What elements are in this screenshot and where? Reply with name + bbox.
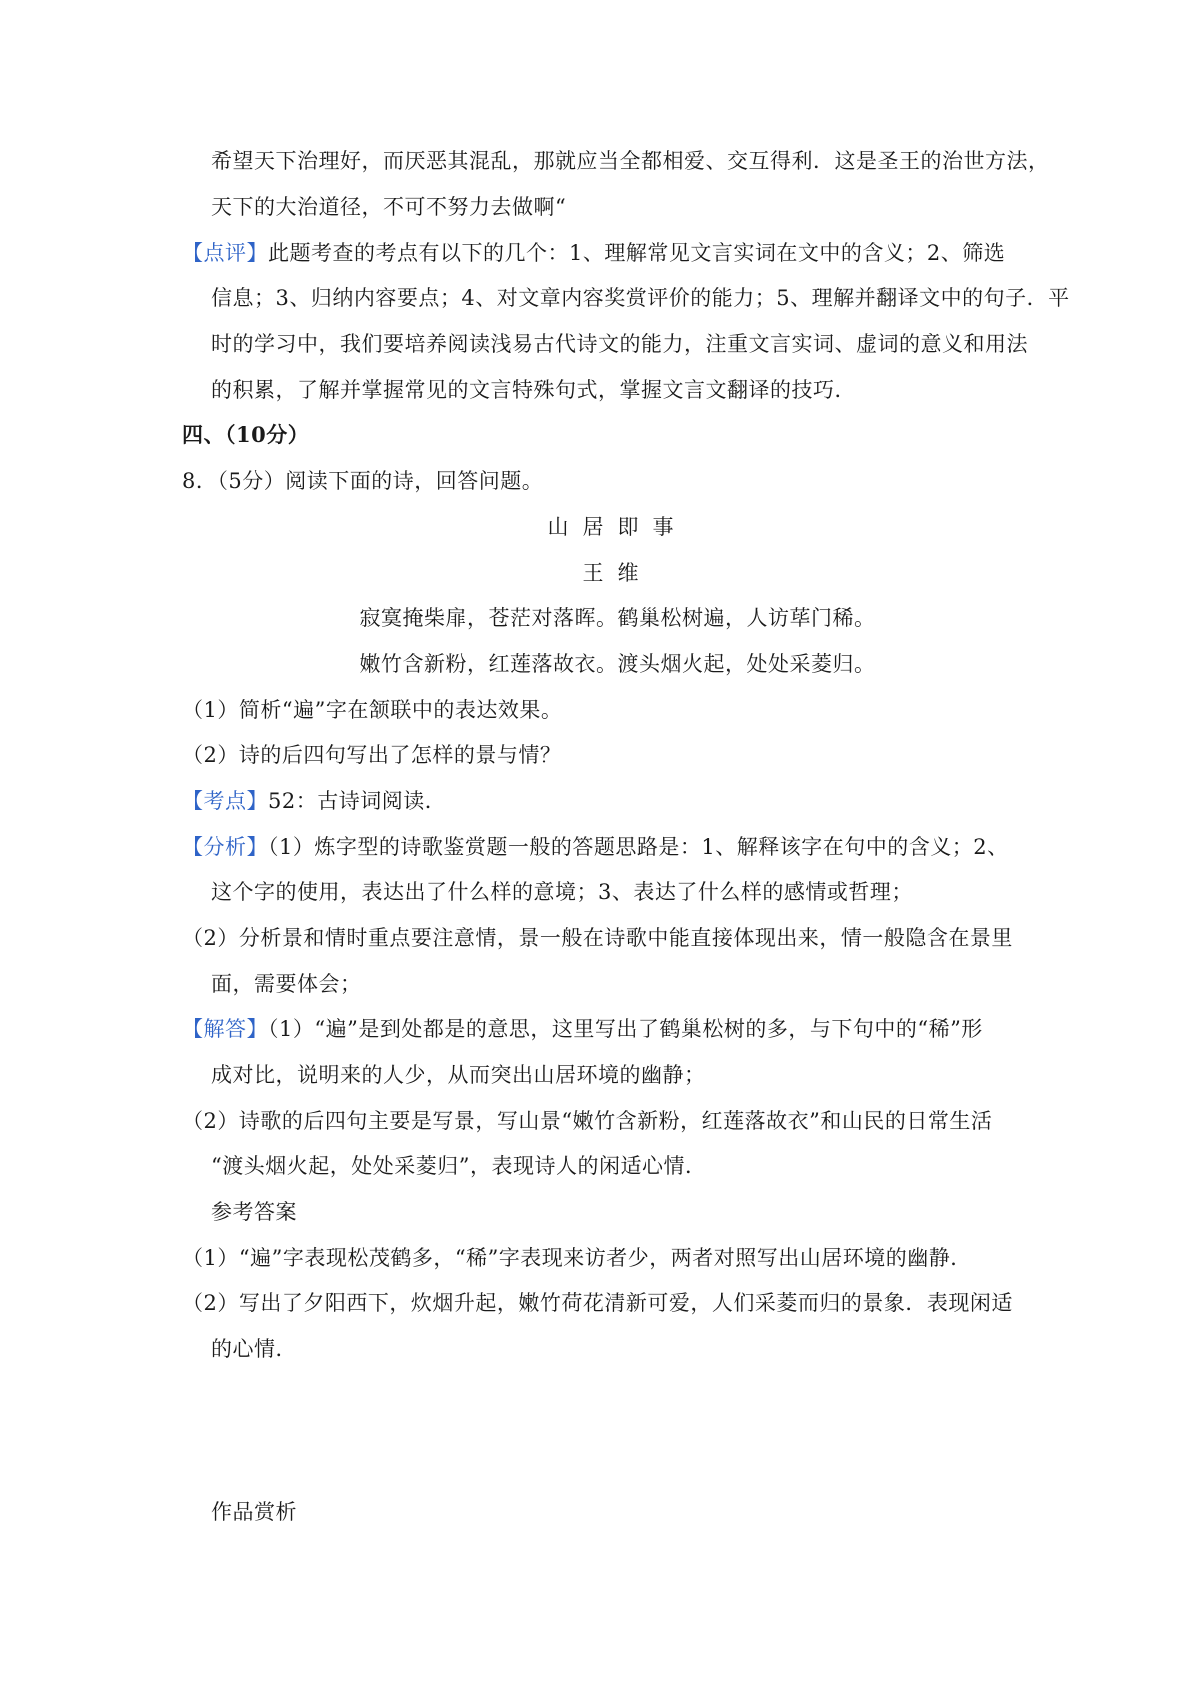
reference-line-3: 的心情． (211, 1337, 297, 1361)
comment-line-3: 时的学习中，我们要培养阅读浅易古代诗文的能力，注重文言实词、虚词的意义和用法 (211, 332, 1028, 356)
answer-line-4: “渡头烟火起，处处采菱归”，表现诗人的闲适心情． (211, 1154, 707, 1178)
poem-author: 王维 (582, 561, 653, 585)
answer-line-1 (182, 1014, 983, 1044)
analysis-line-2: 这个字的使用，表达出了什么样的意境；3、表达了什么样的感情或哲理； (211, 880, 913, 904)
kaodian-tag: 【考点】 (182, 789, 268, 813)
sub-question-2: （2）诗的后四句写出了怎样的景与情？ (182, 743, 562, 767)
reference-line-2: （2）写出了夕阳西下，炊烟升起，嫩竹荷花清新可爱，人们采菱而归的景象．表现闲适 (182, 1291, 1013, 1315)
question-stem: 8．（5分）阅读下面的诗，回答问题。 (182, 469, 544, 493)
translation-line-1: 希望天下治理好，而厌恶其混乱，那就应当全都相爱、交互得利．这是圣王的治世方法， (211, 149, 1050, 173)
analysis-line-4: 面，需要体会； (211, 972, 362, 996)
poem-line-1: 寂寞掩柴扉，苍茫对落晖。鹤巢松树遍，人访荜门稀。 (359, 606, 876, 630)
analysis-text-1: （1）炼字型的诗歌鉴赏题一般的答题思路是：1、解释该字在句中的含义；2、 (268, 835, 1009, 859)
comment-tag: 【点评】 (182, 241, 268, 265)
kaodian-line (182, 786, 446, 816)
answer-tag: 【解答】 (182, 1017, 268, 1041)
answer-text-1: （1）“遍”是到处都是的意思，这里写出了鹤巢松树的多，与下句中的“稀”形 (268, 1017, 983, 1041)
sub-question-1: （1）简析“遍”字在颔联中的表达效果。 (182, 698, 563, 722)
analysis-tag: 【分析】 (182, 835, 268, 859)
answer-line-2: 成对比，说明来的人少，从而突出山居环境的幽静； (211, 1063, 706, 1087)
kaodian-text: 52：古诗词阅读． (268, 789, 447, 813)
appreciation-heading: 作品赏析 (211, 1500, 297, 1524)
answer-line-3: （2）诗歌的后四句主要是写景，写山景“嫩竹含新粉，红莲落故衣”和山民的日常生活 (182, 1109, 993, 1133)
poem-title: 山居即事 (547, 515, 688, 539)
reference-heading: 参考答案 (211, 1200, 297, 1224)
comment-line-2: 信息；3、归纳内容要点；4、对文章内容奖赏评价的能力；5、理解并翻译文中的句子．平 (211, 286, 1070, 310)
comment-line-4: 的积累，了解并掌握常见的文言特殊句式，掌握文言文翻译的技巧． (211, 378, 856, 402)
comment-line-1 (182, 238, 1005, 268)
analysis-line-3: （2）分析景和情时重点要注意情，景一般在诗歌中能直接体现出来，情一般隐含在景里 (182, 926, 1013, 950)
comment-text-1: 此题考查的考点有以下的几个：1、理解常见文言实词在文中的含义；2、筛选 (268, 241, 1006, 265)
reference-line-1: （1）“遍”字表现松茂鹤多，“稀”字表现来访者少，两者对照写出山居环境的幽静． (182, 1246, 972, 1270)
poem-line-2: 嫩竹含新粉，红莲落故衣。渡头烟火起，处处采菱归。 (359, 652, 876, 676)
section-heading: 四、（10分） (182, 422, 310, 447)
analysis-line-1 (182, 832, 1009, 862)
translation-line-2: 天下的大治道径，不可不努力去做啊“ (211, 195, 567, 219)
